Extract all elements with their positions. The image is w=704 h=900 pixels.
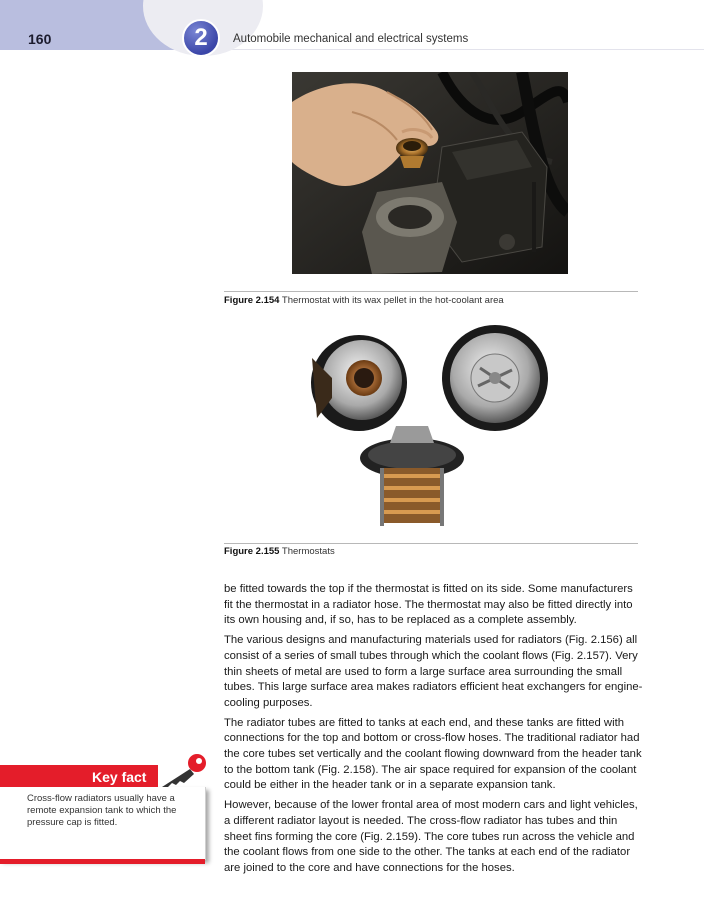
figure-155-rule — [224, 543, 638, 544]
chapter-number-badge: 2 — [182, 19, 220, 57]
body-paragraph-4: However, because of the lower frontal area of most modern cars and light vehicles, a different radiator layout is needed. The cross-flow radiator has tubes and thin sheet fins forming the core (Fig. 2.159). The core tubes run across the vehicle and the coolant flows from one side to the other. The tanks at each end of the radiator are joined to the core and have connections for the hoses. — [224, 799, 638, 874]
key-fact-title: Key fact — [92, 769, 147, 785]
figure-154-caption — [224, 295, 504, 306]
page-number: 160 — [28, 31, 52, 47]
figure-154-photo — [292, 72, 568, 274]
body-paragraph-3: The radiator tubes are fitted to tanks at each end, and these tanks are fitted with connections for the top and bottom or cross-flow hoses. The traditional radiator had the core tubes set vertically and the coolant flowing downward from the header tank to the bottom tank (Fig. 2.158). The air space required for expansion of the coolant could be either in the header tank or in a separate expansion tank. — [224, 716, 642, 792]
key-icon — [150, 750, 210, 788]
body-paragraph-2: The various designs and manufacturing materials used for radiators (Fig. 2.156) all consist of a series of small tubes through which the coolant flows (Fig. 2.157). Very thin sheets of metal are used to form a large surface area surrounding the small tubes. This large surface area makes radiators efficient heat exchangers for engine-cooling purposes. — [224, 634, 643, 709]
figure-155-caption — [224, 546, 335, 557]
figure-155-caption-text: Thermostats — [281, 546, 335, 557]
running-title: Automobile mechanical and electrical systems — [233, 33, 469, 45]
key-fact-bottom-bar — [0, 859, 205, 864]
figure-155-photo — [292, 318, 568, 530]
figure-154-caption-text: Thermostat with its wax pellet in the hot-coolant area — [281, 295, 504, 306]
thermostat-engine-illustration — [292, 72, 568, 274]
header-divider — [195, 49, 704, 50]
key-fact-text: Cross-flow radiators usually have a remote expansion tank to which the pressure cap is fitted. — [27, 793, 177, 828]
figure-154-rule — [224, 291, 638, 292]
figure-155-label: Figure 2.155 — [224, 546, 280, 557]
thermostats-illustration — [292, 318, 568, 530]
body-text — [224, 582, 644, 881]
figure-154-label: Figure 2.154 — [224, 295, 280, 306]
body-paragraph-1: be fitted towards the top if the thermostat is fitted on its side. Some manufacturers fit the thermostat in a radiator hose. The thermostat may also be fitted directly into its own housing and, if so, has to be replaced as a complete assembly. — [224, 583, 633, 627]
